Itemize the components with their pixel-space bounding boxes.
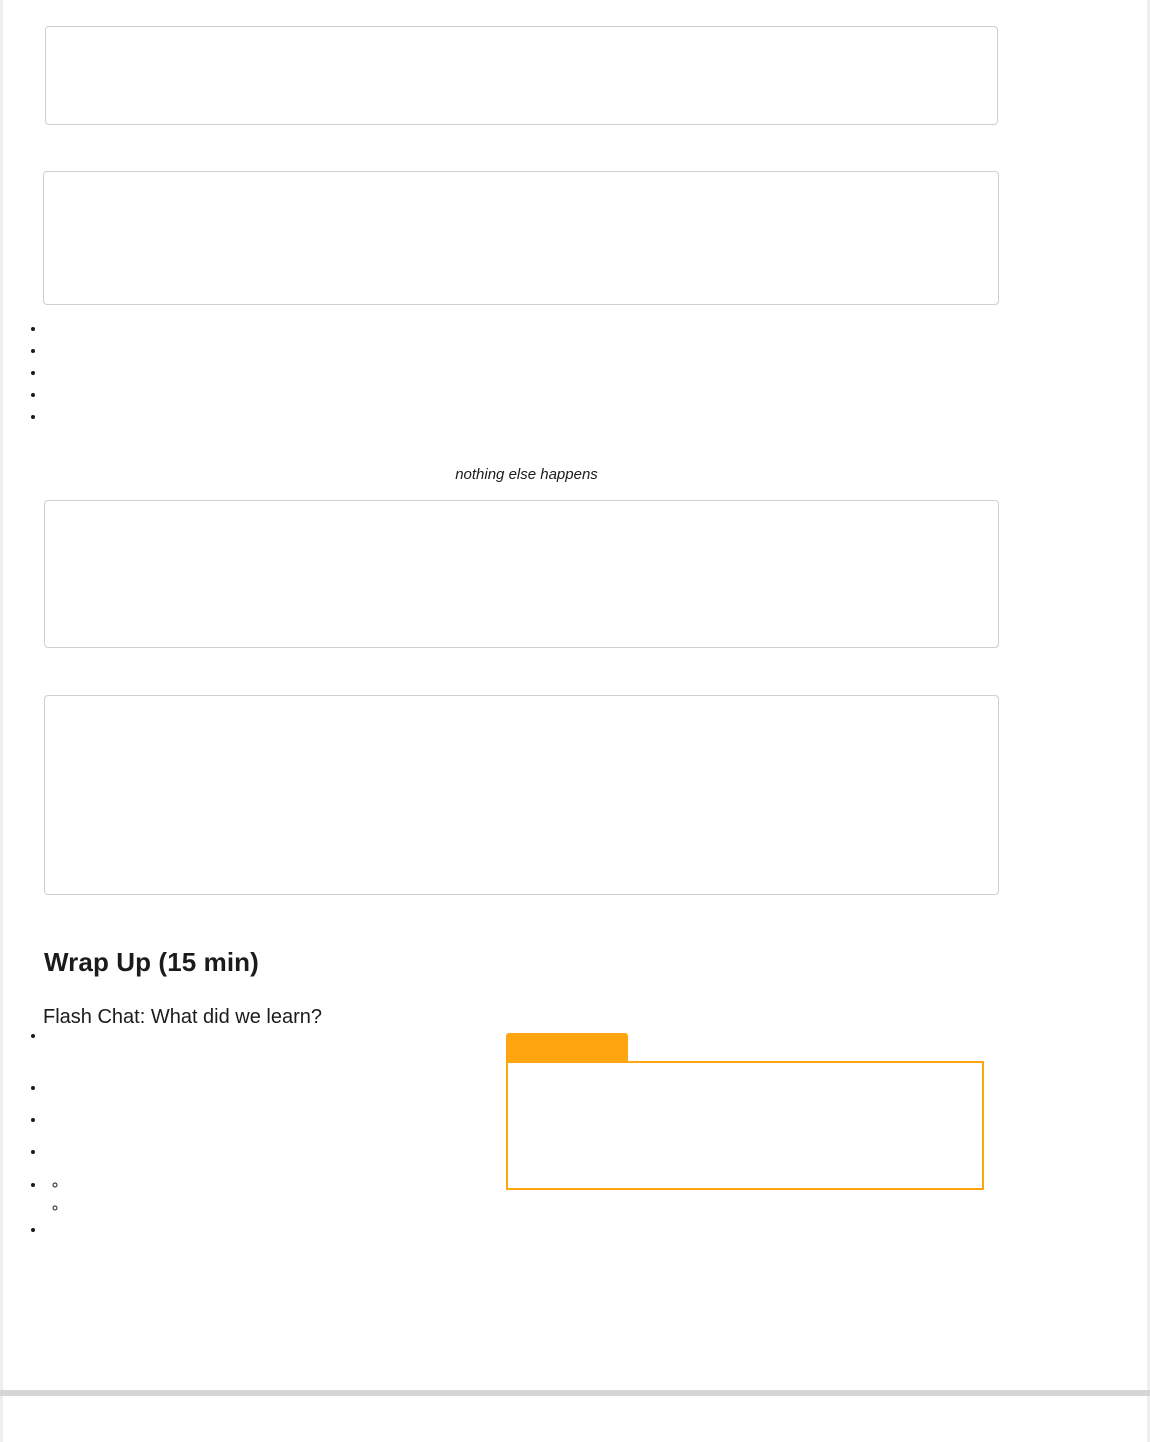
footer-divider	[0, 1390, 1150, 1396]
list-item	[46, 1025, 68, 1077]
list-item	[46, 1109, 68, 1141]
list-item	[46, 1141, 68, 1173]
page-edge-left	[0, 0, 3, 1442]
callout-body	[506, 1061, 984, 1190]
embedded-box-3[interactable]	[44, 500, 999, 648]
list-item	[46, 1219, 68, 1241]
embedded-box-2[interactable]	[43, 171, 999, 305]
wrap-up-sub-list	[46, 1173, 68, 1219]
flash-chat-prompt: Flash Chat: What did we learn?	[43, 1006, 323, 1028]
orange-callout[interactable]	[506, 1033, 984, 1190]
wrap-up-bullet-list	[24, 1025, 68, 1241]
embedded-box-4[interactable]	[44, 695, 999, 895]
embedded-box-1[interactable]	[45, 26, 998, 125]
page-title: Wrap Up (15 min)	[44, 946, 259, 977]
list-item	[46, 1173, 68, 1219]
callout-tab	[506, 1033, 628, 1063]
top-bullet-list	[24, 318, 46, 428]
list-item	[46, 1077, 68, 1109]
caption-nothing-else-happens: nothing else happens	[455, 466, 598, 483]
